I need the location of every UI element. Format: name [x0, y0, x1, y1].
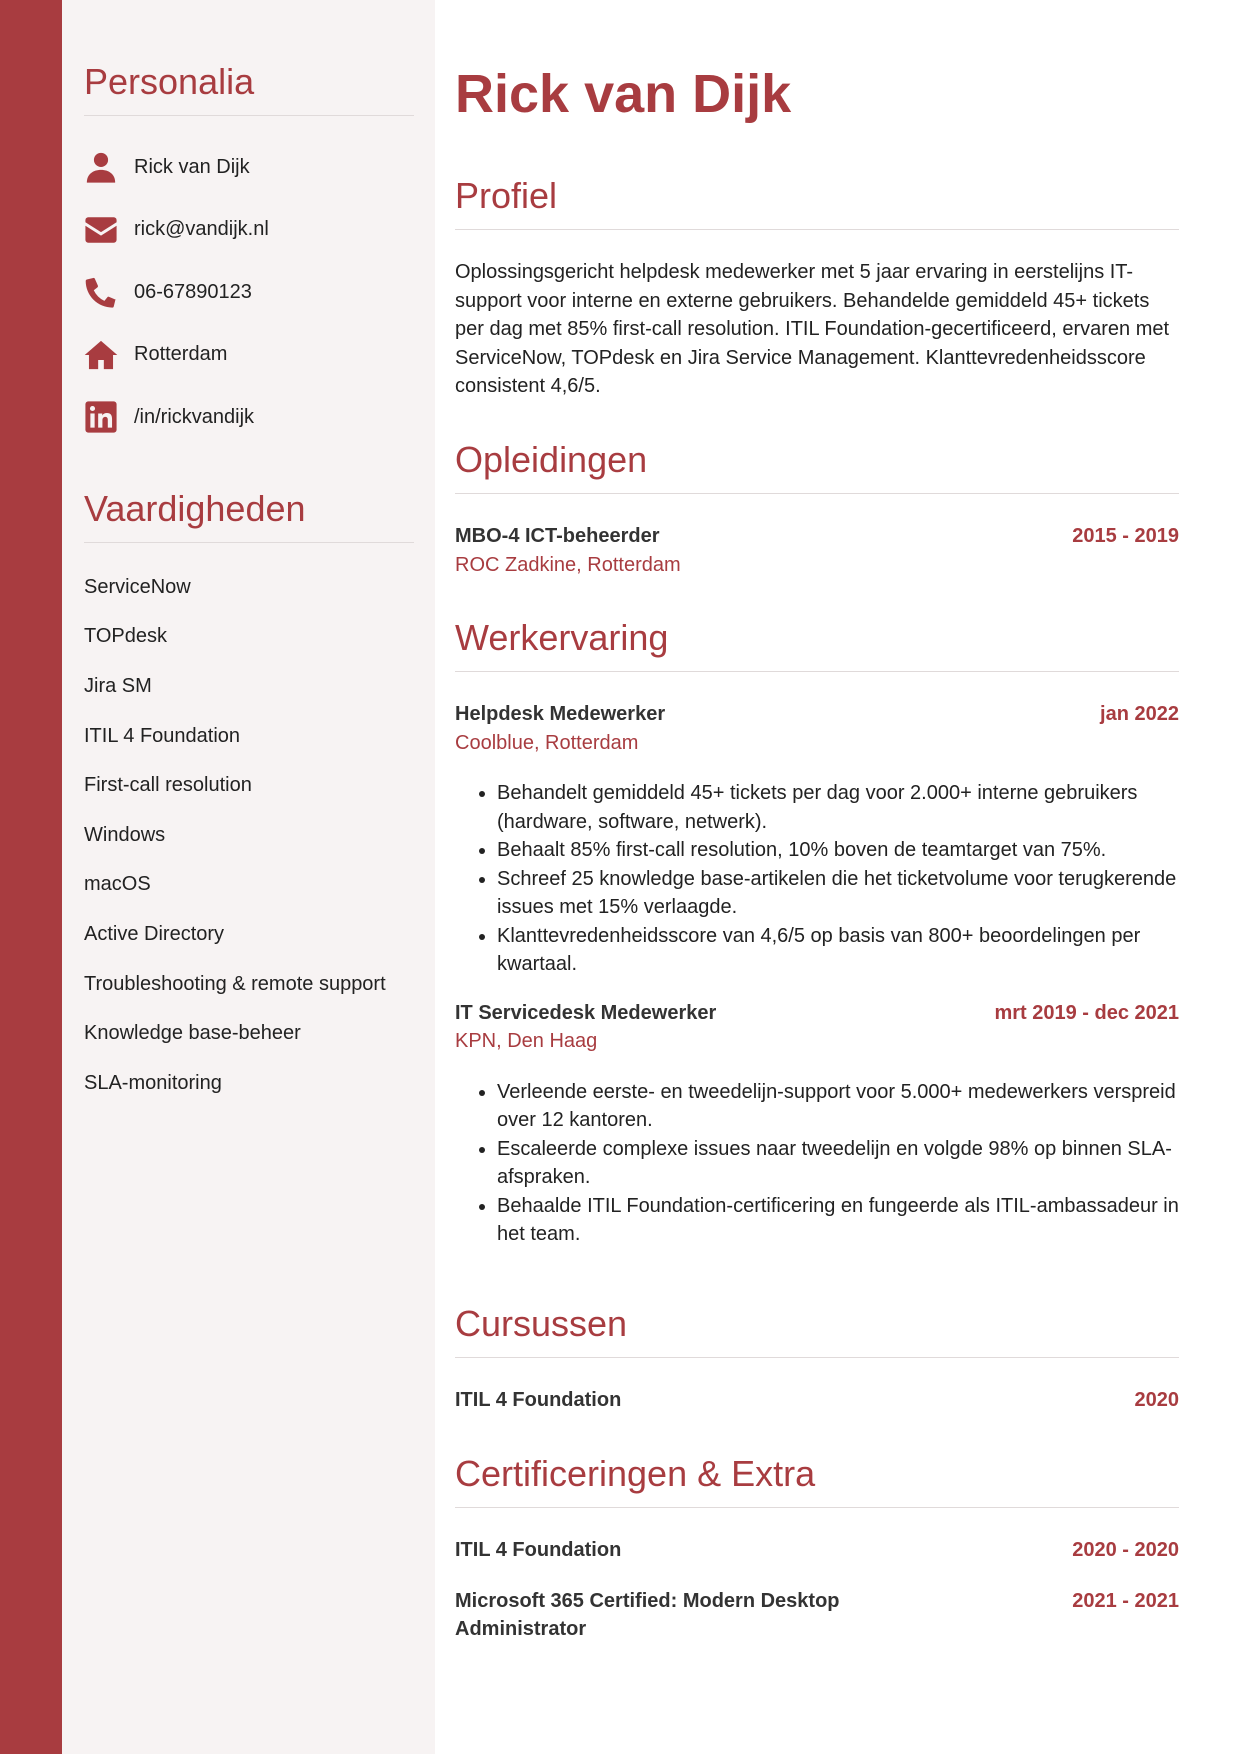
phone-icon	[84, 275, 118, 309]
contact-linkedin[interactable]	[84, 386, 414, 449]
entry-title: IT Servicedesk Medewerker	[455, 1001, 717, 1024]
profile-text: Oplossingsgericht helpdesk medewerker met 5 jaar ervaring in eerstelijns IT-support voor interne en externe gebruikers. Behandelde gemiddeld 45+ tickets per dag met 85% first-call resolution. ITIL Foundation-gecertificeerd, ervaren met ServiceNow, TOPdesk en Jira Service Management. Klanttevredenheidsscore consistent 4,6/5.	[455, 261, 1170, 398]
bullet-item: • Schreef 25 knowledge base-artikelen die het ticketvolume voor terugkerende issues met 15% verlaagde.	[497, 865, 1179, 922]
bullet-list	[455, 779, 1179, 979]
entry-date: 2015 - 2019	[1072, 525, 1179, 548]
linkedin-icon	[84, 400, 118, 434]
divider	[455, 1357, 1179, 1358]
skill-item: Knowledge base-beheer	[84, 1022, 301, 1045]
entry-institution: ROC Zadkine, Rotterdam	[455, 553, 681, 576]
contact-phone-text[interactable]: 06-67890123	[134, 280, 252, 303]
cert-entry	[455, 1587, 1179, 1644]
cert-entry	[455, 1536, 1179, 1565]
bullet-item: • Behaalt 85% first-call resolution, 10% boven de teamtarget van 75%.	[497, 836, 1179, 865]
contact-name-text: Rick van Dijk	[134, 155, 250, 178]
bullet-list	[455, 1078, 1179, 1249]
entry-title: ITIL 4 Foundation	[455, 1539, 622, 1562]
contact-phone[interactable]	[84, 261, 414, 324]
skill-item: Jira SM	[84, 675, 152, 698]
certs-section	[455, 1452, 1179, 1644]
education-entry	[455, 522, 1179, 579]
sidebar-content	[84, 60, 414, 1108]
courses-section	[455, 1302, 1179, 1415]
skill-item: ServiceNow	[84, 575, 191, 598]
bullet-item: • Verleende eerste- en tweedelijn-support voor 5.000+ medewerkers verspreid over 12 kantoren.	[497, 1078, 1179, 1135]
bullet-item: • Klanttevredenheidsscore van 4,6/5 op basis van 800+ beoordelingen per kwartaal.	[497, 922, 1179, 979]
education-section	[455, 438, 1179, 579]
divider	[455, 229, 1179, 230]
bullet-item: • Behaalde ITIL Foundation-certificering en fungeerde als ITIL-ambassadeur in het team.	[497, 1192, 1179, 1249]
skill-item: Windows	[84, 823, 166, 846]
entry-employer: Coolblue, Rotterdam	[455, 731, 639, 754]
entry-date: mrt 2019 - dec 2021	[994, 1001, 1179, 1024]
courses-title: Cursussen	[455, 1303, 628, 1344]
education-title: Opleidingen	[455, 439, 648, 480]
contact-location-text: Rotterdam	[134, 343, 228, 366]
skill-item: Active Directory	[84, 923, 225, 946]
skills-title: Vaardigheden	[84, 487, 306, 529]
entry-title: ITIL 4 Foundation	[455, 1389, 622, 1412]
course-entry	[455, 1386, 1179, 1415]
divider	[455, 671, 1179, 672]
contact-email[interactable]	[84, 199, 414, 262]
contact-email-text[interactable]: rick@vandijk.nl	[134, 218, 269, 241]
person-icon	[84, 150, 118, 184]
entry-title: Helpdesk Medewerker	[455, 703, 666, 726]
accent-stripe	[0, 0, 62, 1754]
contact-list	[84, 136, 414, 449]
skill-item: Troubleshooting & remote support	[84, 972, 386, 995]
entry-date: 2021 - 2021	[1072, 1589, 1179, 1612]
bullet-item: • Behandelt gemiddeld 45+ tickets per dag voor 2.000+ interne gebruikers (hardware, software, netwerk).	[497, 779, 1179, 836]
work-entry	[455, 700, 1179, 979]
profile-section	[455, 174, 1179, 401]
envelope-icon	[84, 213, 118, 247]
contact-location	[84, 324, 414, 387]
entry-date: 2020	[1134, 1389, 1179, 1412]
work-section	[455, 616, 1179, 1249]
personalia-title: Personalia	[84, 61, 255, 102]
divider	[455, 1507, 1179, 1508]
skill-item: ITIL 4 Foundation	[84, 724, 241, 747]
skill-list	[84, 563, 414, 1109]
work-title: Werkervaring	[455, 617, 669, 658]
home-icon	[84, 338, 118, 372]
entry-title: MBO-4 ICT-beheerder	[455, 525, 660, 548]
skill-item: First-call resolution	[84, 774, 252, 797]
skill-item: macOS	[84, 873, 151, 896]
entry-date: 2020 - 2020	[1072, 1539, 1179, 1562]
entry-title: Microsoft 365 Certified: Modern Desktop Administrator	[455, 1589, 840, 1641]
candidate-name: Rick van Dijk	[455, 64, 792, 124]
work-entry	[455, 999, 1179, 1249]
skill-item: TOPdesk	[84, 625, 167, 648]
divider	[455, 493, 1179, 494]
contact-name	[84, 136, 414, 199]
divider	[84, 115, 414, 116]
entry-employer: KPN, Den Haag	[455, 1030, 598, 1053]
contact-linkedin-text[interactable]: /in/rickvandijk	[134, 405, 255, 428]
entry-date: jan 2022	[1100, 703, 1179, 726]
profile-title: Profiel	[455, 175, 558, 216]
skill-item: SLA-monitoring	[84, 1071, 222, 1094]
certs-title: Certificeringen & Extra	[455, 1453, 816, 1494]
divider	[84, 542, 414, 543]
bullet-item: • Escaleerde complexe issues naar tweedelijn en volgde 98% op binnen SLA-afspraken.	[497, 1135, 1179, 1192]
